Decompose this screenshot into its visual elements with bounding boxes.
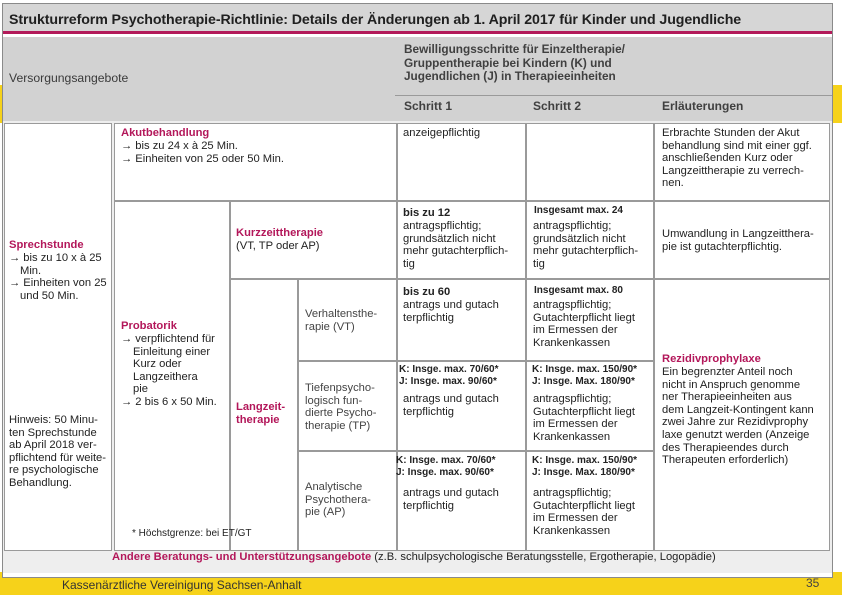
akut-schritt1: anzeigepflichtig xyxy=(403,127,481,139)
list-item: Umwandlung in Langzeitthera- xyxy=(662,228,814,240)
list-item: pie xyxy=(133,383,148,396)
list-item: terpflichtig xyxy=(403,405,454,418)
list-item: anschließenden Kurz oder xyxy=(662,152,793,165)
akut-s2-cell xyxy=(526,123,654,201)
list-item: Analytische xyxy=(305,481,363,493)
list-item: grundsätzlich nicht xyxy=(403,232,496,245)
list-item: ten Sprechstunde xyxy=(9,426,97,439)
list-item: Hinweis: 50 Minu- xyxy=(9,414,98,426)
kurzzeit-label: Kurzzeittherapie xyxy=(236,227,324,239)
list-item: J: Insge. Max. 180/90* xyxy=(532,376,635,387)
header-schritt1: Schritt 1 xyxy=(404,99,453,113)
langzeit-label-line: therapie xyxy=(236,413,280,426)
list-item: zwei Jahre zur Rezidivprophy xyxy=(662,416,809,429)
kurz-s2-text xyxy=(533,220,638,270)
yellow-strip-right xyxy=(832,85,842,123)
rezidiv-label: Rezidivprophylaxe xyxy=(662,353,761,365)
list-item: Kurz oder xyxy=(133,358,182,371)
header-bewilligung-line: Bewilligungsschritte für Einzeltherapie/ xyxy=(404,42,625,56)
list-item: Langzeittherapie zu verrech- xyxy=(662,164,804,177)
list-item: antragspflichtig; xyxy=(533,487,612,499)
kurz-s2-head: Insgesamt max. 24 xyxy=(534,205,623,216)
list-item: antragspflichtig; xyxy=(533,220,612,232)
tp-s1-text xyxy=(403,393,499,418)
header-bewilligung-line: Jugendlichen (J) in Therapieeinheiten xyxy=(404,69,616,83)
list-item: logisch fun- xyxy=(305,394,363,407)
rezidiv-text xyxy=(662,366,814,467)
list-item: re psychologische xyxy=(9,464,99,477)
list-item: K: Insge. max. 70/60* xyxy=(399,364,499,375)
list-item: Krankenkassen xyxy=(533,430,611,443)
tp-s2-text xyxy=(533,393,635,443)
vt-label xyxy=(305,308,377,333)
list-item: dierte Psycho- xyxy=(305,407,377,420)
list-item: → bis zu 24 x à 25 Min. xyxy=(121,140,238,152)
list-item: J: Insge. max. 90/60* xyxy=(396,467,494,478)
list-item: ner Therapieeinheiten aus xyxy=(662,391,792,404)
list-item: pie ist gutachterpflichtig. xyxy=(662,240,783,253)
list-item: Erbrachte Stunden der Akut xyxy=(662,127,800,139)
kurzzeit-sub: (VT, TP oder AP) xyxy=(236,240,320,252)
list-item: therapie (TP) xyxy=(305,419,371,432)
list-item: Krankenkassen xyxy=(533,524,611,537)
footer-text: Kassenärztliche Vereinigung Sachsen-Anhalt xyxy=(62,578,302,592)
probatorik-label: Probatorik xyxy=(121,320,177,332)
list-item: antragspflichtig; xyxy=(533,393,612,405)
sprechstunde-label: Sprechstunde xyxy=(9,239,84,251)
list-item: antrags und gutach xyxy=(403,487,499,499)
list-item: K: Insge. max. 150/90* xyxy=(532,455,638,466)
ap-s1-text xyxy=(403,487,499,512)
akut-erlaeuterung xyxy=(662,127,812,190)
probatorik-list xyxy=(121,333,217,409)
footnote: * Höchstgrenze: bei ET/GT xyxy=(132,528,252,539)
sprechstunde-hinweis xyxy=(9,414,106,490)
list-item: ab April 2018 ver- xyxy=(9,439,97,452)
list-item: Verhaltensthe- xyxy=(305,308,378,320)
list-item: Min. xyxy=(20,264,42,277)
list-item: terpflichtig xyxy=(403,499,454,512)
kurz-s1-text xyxy=(403,220,508,270)
title-bar xyxy=(3,4,832,34)
list-item: antragspflichtig; xyxy=(403,220,482,232)
ap-s2-text xyxy=(533,487,635,537)
vt-s1-head: bis zu 60 xyxy=(403,286,451,298)
list-item: und 50 Min. xyxy=(20,289,79,302)
vt-s1-text xyxy=(403,299,499,324)
list-item: Gutachterpflicht liegt xyxy=(533,405,635,418)
ap-s2-max xyxy=(532,455,637,479)
page-title: Strukturreform Psychotherapie-Richtlinie: Details der Änderungen ab 1. April 2017 für Kinder und Jugendliche xyxy=(9,12,742,28)
list-item: pie (AP) xyxy=(305,506,346,519)
header-bewilligung xyxy=(404,43,664,84)
list-item: im Ermessen der xyxy=(533,512,618,525)
list-item: Krankenkassen xyxy=(533,336,611,349)
list-item: terpflichtig xyxy=(403,311,454,324)
ap-s1-max xyxy=(396,455,496,479)
page-number: 35 xyxy=(806,576,820,590)
andere-text: (z.B. schulpsychologische Beratungsstelle, Ergotherapie, Logopädie) xyxy=(371,551,716,563)
list-item: Psychothera- xyxy=(305,493,371,506)
sprechstunde-list xyxy=(9,252,107,302)
kurz-s1-head: bis zu 12 xyxy=(403,207,451,219)
list-item: rapie (VT) xyxy=(305,320,355,333)
header-versorgung: Versorgungsangebote xyxy=(9,71,129,85)
header-separator xyxy=(395,95,832,96)
andere-label: Andere Beratungs- und Unterstützungsangebote xyxy=(112,551,372,563)
list-item: mehr gutachterpflich- xyxy=(403,245,509,258)
list-item: nicht in Anspruch genomme xyxy=(662,378,801,391)
list-item: → Einheiten von 25 xyxy=(9,277,107,290)
akut-label: Akutbehandlung xyxy=(121,127,210,139)
list-item: behandlung sind mit einer ggf. xyxy=(662,139,812,152)
langzeit-label-line: Langzeit- xyxy=(236,401,286,413)
list-item: Ein begrenzter Anteil noch xyxy=(662,366,793,378)
list-item: pflichtend für weite- xyxy=(9,451,107,464)
list-item: mehr gutachterpflich- xyxy=(533,245,639,258)
list-item: antrags und gutach xyxy=(403,393,499,405)
list-item: → Einheiten von 25 oder 50 Min. xyxy=(121,152,284,165)
list-item: Tiefenpsycho- xyxy=(305,382,375,394)
list-item: K: Insge. max. 70/60* xyxy=(396,455,496,466)
list-item: Gutachterpflicht liegt xyxy=(533,311,635,324)
list-item: des Therapieendes durch xyxy=(662,441,789,454)
list-item: Therapeuten erforderlich) xyxy=(662,454,789,467)
list-item: → verpflichtend für xyxy=(121,333,215,345)
list-item: Einleitung einer xyxy=(133,345,211,358)
header-schritt2: Schritt 2 xyxy=(533,99,582,113)
tp-s2-max xyxy=(532,364,637,388)
kurz-erlaeuterung xyxy=(662,228,814,253)
list-item: K: Insge. max. 150/90* xyxy=(532,364,638,375)
header-bewilligung-line: Gruppentherapie bei Kindern (K) und xyxy=(404,55,612,70)
akut-list xyxy=(121,140,284,165)
tp-s1-max xyxy=(399,364,499,388)
list-item: tig xyxy=(403,257,415,270)
andere-row xyxy=(112,551,716,563)
list-item: nen. xyxy=(662,177,684,190)
header-erlaeuterungen: Erläuterungen xyxy=(662,99,744,113)
list-item: dem Langzeit-Kontingent kann xyxy=(662,403,814,416)
list-item: J: Insge. Max. 180/90* xyxy=(532,467,635,478)
list-item: im Ermessen der xyxy=(533,418,618,431)
list-item: Behandlung. xyxy=(9,476,72,489)
list-item: Langzeithera xyxy=(133,370,198,383)
list-item: Gutachterpflicht liegt xyxy=(533,499,635,512)
vt-s2-text xyxy=(533,299,635,349)
list-item: antrags und gutach xyxy=(403,299,499,311)
list-item: antragspflichtig; xyxy=(533,299,612,311)
list-item: J: Insge. max. 90/60* xyxy=(399,376,497,387)
vt-s2-head: Insgesamt max. 80 xyxy=(534,285,623,296)
list-item: grundsätzlich nicht xyxy=(533,232,626,245)
list-item: im Ermessen der xyxy=(533,324,618,337)
tp-label xyxy=(305,382,377,432)
list-item: laxe genutzt werden (Anzeige xyxy=(662,428,810,441)
langzeit-label xyxy=(236,401,285,426)
list-item: → 2 bis 6 x 50 Min. xyxy=(121,395,217,408)
ap-label xyxy=(305,481,371,519)
list-item: tig xyxy=(533,257,545,270)
list-item: → bis zu 10 x à 25 xyxy=(9,252,102,264)
